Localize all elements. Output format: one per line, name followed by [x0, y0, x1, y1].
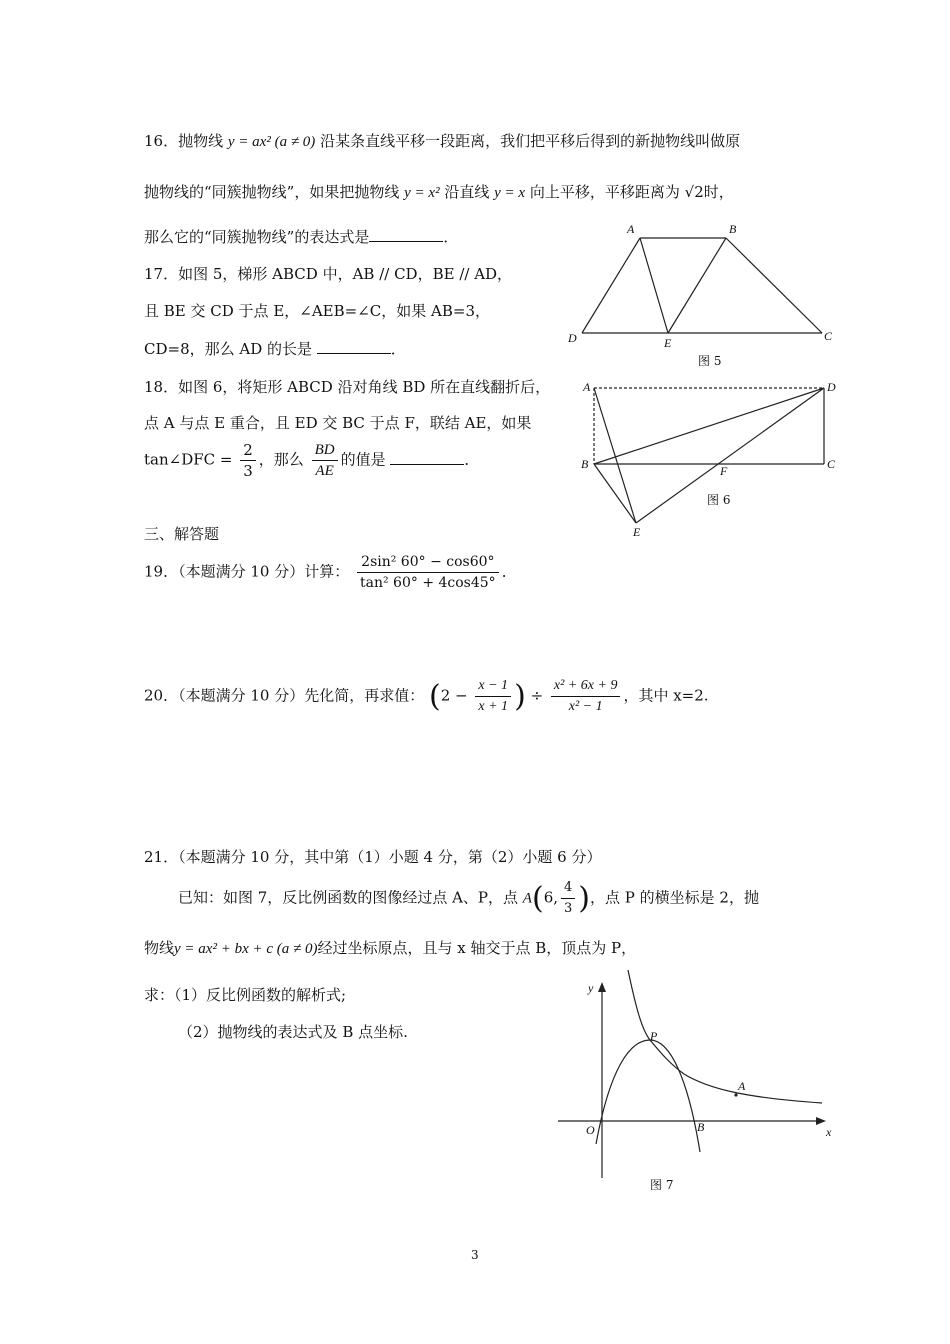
fig7-point-a	[734, 1093, 737, 1096]
fig6-segment-bd	[594, 388, 824, 464]
q18-line2: 点 A 与点 E 重合，且 ED 交 BC 于点 F，联结 AE，如果	[144, 414, 532, 432]
q18-ae: AE	[315, 463, 334, 479]
q18-line1: 18．如图 6，将矩形 ABCD 沿对角线 BD 所在直线翻折后，	[144, 378, 551, 396]
q21-equation: y = ax² + bx + c (a ≠ 0)	[174, 941, 318, 957]
q17-text3: CD=8，那么 AD 的长是	[144, 340, 313, 358]
section-title: 三、解答题	[144, 525, 220, 543]
q21-right-paren: )	[578, 881, 590, 916]
q20-f2-den: x² − 1	[568, 699, 603, 714]
q16-line1	[144, 130, 740, 151]
q18-end: ．	[464, 450, 480, 469]
fig7-parabola	[596, 1040, 700, 1152]
fig7-x-arrow	[816, 1117, 826, 1125]
q21-line2	[178, 878, 759, 919]
q21-line1: 21．（本题满分 10 分，其中第（1）小题 4 分，第（2）小题 6 分）	[144, 848, 602, 866]
fig6-label-d: D	[827, 380, 836, 394]
q21-f-num: 4	[561, 878, 575, 899]
q17-end: ．	[390, 340, 406, 358]
q17-line1: 17．如图 5，梯形 ABCD 中，AB // CD，BE // AD，	[144, 265, 513, 283]
q18-tan-label: tan∠DFC =	[144, 450, 233, 469]
q19-end: ．	[501, 562, 517, 581]
page-number: 3	[471, 1248, 479, 1262]
q21-text3b: 经过坐标原点，且与 x 轴交于点 B，顶点为 P，	[317, 939, 637, 957]
fig5-caption: 图 5	[698, 354, 722, 368]
q20-lead: 20．（本题满分 10 分）先化简，再求值：	[144, 686, 425, 705]
q20	[144, 676, 709, 717]
q18-mid: ，那么	[258, 450, 304, 469]
q16-text2: 沿某条直线平移一段距离，我们把平移后得到的新抛物线叫做原	[320, 132, 741, 150]
q20-two: 2 −	[440, 686, 468, 705]
fig7-label-p: P	[650, 1029, 658, 1043]
q20-right-paren: )	[514, 679, 526, 714]
q16-line2	[144, 181, 734, 202]
q16-sqrt2: √2	[684, 183, 704, 201]
q20-tail: ，其中 x=2.	[623, 686, 709, 705]
fig6-label-b: B	[581, 457, 589, 471]
figure-7	[550, 968, 850, 1198]
q18-tan-fraction	[240, 440, 256, 481]
fig7-y-arrow	[598, 982, 606, 992]
q20-divide: ÷	[530, 686, 544, 705]
q21-left-paren: (	[531, 881, 544, 916]
fig5-segment-bc	[726, 238, 822, 333]
fig5-label-a: A	[627, 222, 635, 236]
fig7-label-b: B	[697, 1120, 705, 1134]
q16-text4: 沿直线	[444, 183, 490, 201]
q16-answer-blank[interactable]	[369, 227, 443, 242]
q17-answer-blank[interactable]	[317, 339, 391, 354]
q18-tail: 的值是	[340, 450, 386, 469]
fig6-label-e: E	[633, 525, 641, 539]
q21-six: 6,	[543, 888, 558, 907]
q21-text2b: ，点 P 的横坐标是 2，抛	[590, 888, 759, 907]
fig6-label-c: C	[827, 457, 836, 471]
fig6-caption: 图 6	[707, 493, 731, 507]
q20-f1-den: x + 1	[478, 699, 509, 714]
q20-fraction1	[475, 676, 511, 717]
q16-equation1: y = ax² (a ≠ 0)	[227, 134, 316, 150]
q16-number: 16．	[144, 132, 179, 150]
q16-equation2: y = x²	[404, 185, 440, 201]
figure-5	[560, 220, 850, 370]
q17-line3	[144, 338, 406, 359]
fig7-label-a: A	[738, 1079, 746, 1093]
fig6-label-f: F	[720, 464, 728, 478]
q19-lead: 19．（本题满分 10 分）计算：	[144, 562, 350, 581]
q16-line3	[144, 226, 458, 247]
fig6-segment-be	[594, 464, 636, 523]
q21-f-den: 3	[564, 901, 573, 916]
q21-ask2: （2）抛物线的表达式及 B 点坐标.	[178, 1023, 408, 1041]
q21-text2a: 已知：如图 7，反比例函数的图像经过点 A、P，点	[178, 888, 519, 907]
fig6-segment-ae	[594, 388, 636, 523]
q16-end: ．	[443, 228, 459, 246]
q16-text3: 抛物线的“同簇抛物线”，如果把抛物线	[144, 183, 400, 201]
q19-numerator: 2sin² 60° − cos60°	[357, 552, 499, 573]
fig5-label-c: C	[824, 329, 833, 343]
q19-denominator: tan² 60° + 4cos45°	[360, 575, 496, 591]
q21-line3	[144, 937, 636, 958]
fig5-segment-be	[668, 238, 726, 333]
figure-6	[575, 376, 845, 541]
fig7-label-x: x	[826, 1125, 832, 1139]
q18-ratio-fraction	[312, 440, 338, 481]
q18-answer-blank[interactable]	[390, 450, 464, 465]
fig5-label-d: D	[568, 331, 577, 345]
q16-text5: 向上平移，平移距离为	[529, 183, 680, 201]
q16-text7: 那么它的“同簇抛物线”的表达式是	[144, 228, 370, 246]
fig5-segment-ae	[640, 238, 668, 333]
q19-fraction	[357, 552, 499, 593]
q21-ask1: 求：（1）反比例函数的解析式;	[144, 986, 347, 1004]
q18-tan-den: 3	[243, 462, 253, 480]
q16-text6: 时，	[703, 183, 734, 201]
q16-equation3: y = x	[494, 185, 526, 201]
q17-line2: 且 BE 交 CD 于点 E，∠AEB=∠C，如果 AB=3，	[144, 302, 490, 320]
q20-f2-num: x² + 6x + 9	[551, 676, 621, 697]
q20-fraction2	[551, 676, 621, 717]
q18-bd: BD	[312, 440, 338, 461]
q20-left-paren: (	[429, 679, 441, 714]
q18-line3	[144, 440, 479, 481]
fig6-label-a: A	[583, 380, 591, 394]
q21-point-a: A	[522, 890, 532, 907]
q20-f1-num: x − 1	[475, 676, 511, 697]
q21-text3a: 物线	[144, 939, 175, 957]
q16-text1: 抛物线	[178, 132, 224, 150]
fig7-caption: 图 7	[650, 1178, 674, 1192]
fig5-segment-ad	[582, 238, 640, 333]
fig5-label-e: E	[664, 336, 672, 350]
fig7-label-o: O	[586, 1123, 595, 1137]
fig5-label-b: B	[729, 222, 737, 236]
fig7-label-y: y	[588, 981, 594, 995]
q18-tan-num: 2	[240, 440, 256, 461]
q19	[144, 552, 517, 593]
q21-fraction	[561, 878, 575, 919]
